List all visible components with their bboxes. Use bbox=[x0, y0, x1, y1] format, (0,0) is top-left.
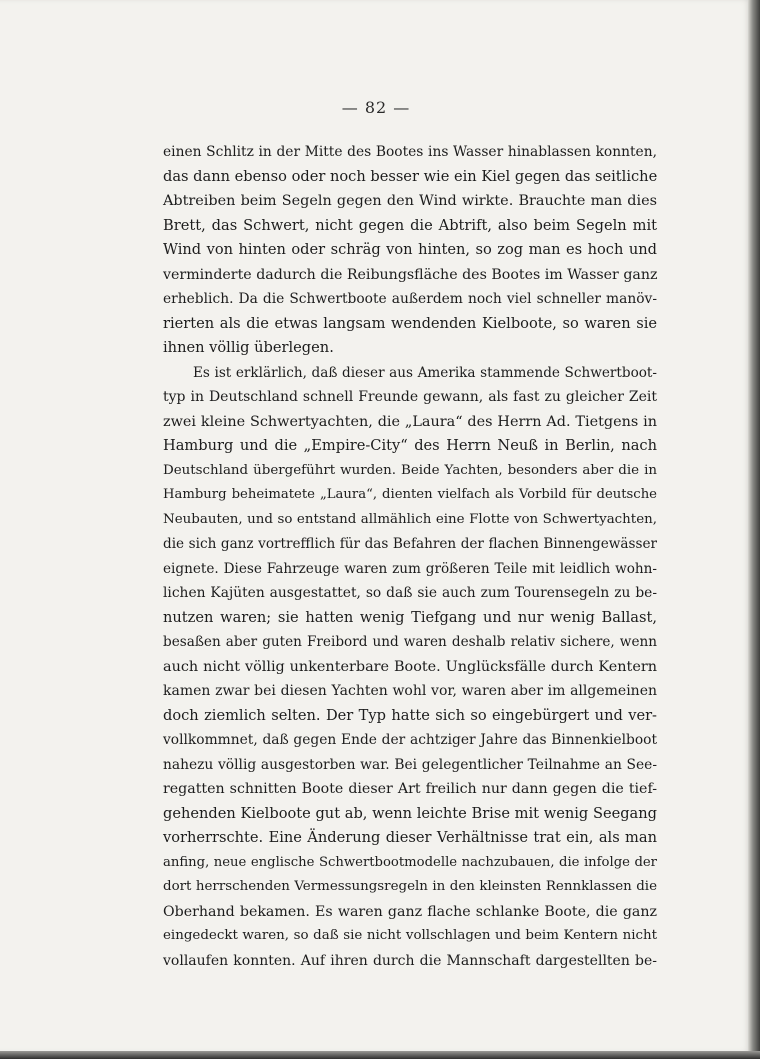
page-number: — 82 — bbox=[341, 98, 411, 117]
text-line: die sich ganz vortrefflich für das Befahren der flachen Binnengewässer bbox=[163, 536, 657, 552]
text-line: nahezu völlig ausgestorben war. Bei gelegentlicher Teilnahme an See- bbox=[163, 756, 657, 773]
text-line: regatten schnitten Boote dieser Art freilich nur dann gegen die tief- bbox=[163, 781, 657, 797]
text-line: lichen Kajüten ausgestattet, so daß sie auch zum Tourensegeln zu be- bbox=[163, 585, 657, 601]
text-line: Neubauten, und so entstand allmählich eine Flotte von Schwertyachten, bbox=[163, 511, 657, 527]
text-line: auch nicht völlig unkenterbare Boote. Unglücksfälle durch Kentern bbox=[163, 658, 657, 675]
text-line: Es ist erklärlich, daß dieser aus Amerika stammende Schwertboot- bbox=[193, 364, 657, 381]
page-edge-shadow bbox=[748, 0, 760, 1059]
text-line: rierten als die etwas langsam wendenden Kielboote, so waren sie bbox=[163, 314, 657, 332]
text-line: Brett, das Schwert, nicht gegen die Abtrift, also beim Segeln mit bbox=[163, 216, 657, 234]
text-line: typ in Deutschland schnell Freunde gewann, als fast zu gleicher Zeit bbox=[163, 389, 657, 405]
text-line: Deutschland übergeführt wurden. Beide Yachten, besonders aber die in bbox=[163, 462, 657, 478]
text-line: eingedeckt waren, so daß sie nicht vollschlagen und beim Kentern nicht bbox=[163, 928, 657, 943]
text-line: kamen zwar bei diesen Yachten wohl vor, waren aber im allgemeinen bbox=[163, 683, 657, 699]
text-line: einen Schlitz in der Mitte des Bootes ins Wasser hinablassen konnten, bbox=[163, 144, 657, 160]
text-line: besaßen aber guten Freibord und waren deshalb relativ sichere, wenn bbox=[163, 634, 657, 650]
text-line: Hamburg beheimatete „Laura“, dienten vielfach als Vorbild für deutsche bbox=[163, 487, 657, 502]
page-bottom-shadow bbox=[0, 1051, 760, 1059]
body-text bbox=[163, 140, 657, 973]
text-line: das dann ebenso oder noch besser wie ein Kiel gegen das seitliche bbox=[163, 167, 658, 185]
text-line: erheblich. Da die Schwertboote außerdem noch viel schneller manöv- bbox=[163, 291, 657, 307]
text-line: dort herrschenden Vermessungsregeln in den kleinsten Rennklassen die bbox=[163, 879, 657, 894]
text-line: Wind von hinten oder schräg von hinten, so zog man es hoch und bbox=[163, 241, 657, 258]
text-line: gehenden Kielboote gut ab, wenn leichte Brise mit wenig Seegang bbox=[163, 804, 657, 822]
text-line: doch ziemlich selten. Der Typ hatte sich so eingebürgert und ver- bbox=[163, 706, 657, 724]
text-line: verminderte dadurch die Reibungsfläche des Bootes im Wasser ganz bbox=[163, 266, 658, 283]
text-line: Oberhand bekamen. Es waren ganz flache schlanke Boote, die ganz bbox=[163, 903, 657, 920]
text-line: nutzen waren; sie hatten wenig Tiefgang und nur wenig Ballast, bbox=[163, 608, 657, 626]
text-line: zwei kleine Schwertyachten, die „Laura“ des Herrn Ad. Tietgens in bbox=[163, 413, 657, 430]
text-line: vollaufen konnten. Auf ihren durch die Mannschaft dargestellten be- bbox=[163, 952, 657, 969]
text-line: vorherrschte. Eine Änderung dieser Verhältnisse trat ein, als man bbox=[163, 829, 657, 846]
text-line: ihnen völlig überlegen. bbox=[163, 339, 334, 356]
text-line: eignete. Diese Fahrzeuge waren zum größeren Teile mit leidlich wohn- bbox=[163, 560, 657, 577]
text-line: vollkommnet, daß gegen Ende der achtziger Jahre das Binnenkielboot bbox=[163, 732, 657, 748]
text-line: anfing, neue englische Schwertbootmodelle nachzubauen, die infolge der bbox=[163, 854, 657, 870]
text-line: Hamburg und die „Empire-City“ des Herrn Neuß in Berlin, nach bbox=[163, 437, 657, 454]
text-line: Abtreiben beim Segeln gegen den Wind wirkte. Brauchte man dies bbox=[163, 193, 657, 209]
